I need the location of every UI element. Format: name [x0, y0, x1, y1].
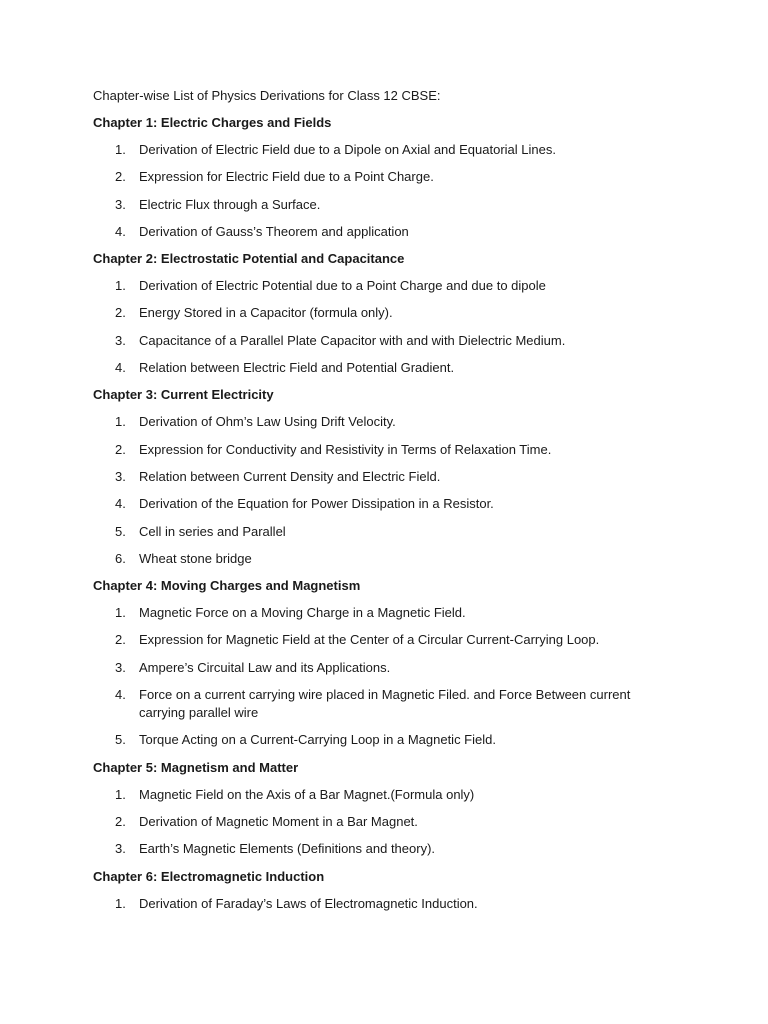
- list-item: [93, 895, 673, 913]
- list-number: 2.: [115, 169, 126, 185]
- list-item: [93, 168, 673, 186]
- derivation-list: [93, 786, 673, 859]
- list-item-text: Electric Flux through a Surface.: [139, 196, 321, 212]
- derivation-list: [93, 413, 673, 567]
- list-item-text: Magnetic Field on the Axis of a Bar Magnet.(Formula only): [139, 786, 475, 802]
- list-item-text: Derivation of Magnetic Moment in a Bar Magnet.: [139, 813, 418, 829]
- document-title: Chapter-wise List of Physics Derivations for Class 12 CBSE:: [93, 88, 441, 103]
- list-item-text: Derivation of Gauss’s Theorem and application: [139, 223, 409, 239]
- chapter-heading: Chapter 3: Current Electricity: [93, 387, 274, 403]
- list-number: 2.: [115, 632, 126, 648]
- derivation-list: [93, 277, 673, 377]
- chapter-section: [93, 759, 673, 859]
- list-item: [93, 468, 673, 486]
- list-item: [93, 304, 673, 322]
- list-item: [93, 277, 673, 295]
- list-item: [93, 604, 673, 622]
- list-item: [93, 141, 673, 159]
- list-item-text: Derivation of Ohm’s Law Using Drift Velocity.: [139, 414, 396, 430]
- document-page: [93, 87, 673, 922]
- list-item: [93, 813, 673, 831]
- list-item-text: Derivation of Electric Field due to a Dipole on Axial and Equatorial Lines.: [139, 142, 556, 157]
- list-item-text: Relation between Current Density and Electric Field.: [139, 468, 441, 484]
- chapter-section: [93, 577, 673, 749]
- list-item: [93, 495, 673, 513]
- list-item: [93, 631, 673, 649]
- list-item: [93, 731, 673, 749]
- list-item: [93, 840, 673, 858]
- chapter-heading: Chapter 5: Magnetism and Matter: [93, 759, 299, 775]
- list-item-text: Relation between Electric Field and Potential Gradient.: [139, 360, 455, 376]
- list-number: 5.: [115, 523, 126, 539]
- list-item: [93, 786, 673, 804]
- list-item-text: Derivation of the Equation for Power Dissipation in a Resistor.: [139, 496, 494, 512]
- list-item-text: Energy Stored in a Capacitor (formula only).: [139, 305, 393, 321]
- list-item: [93, 413, 673, 431]
- list-item-text: Torque Acting on a Current-Carrying Loop in a Magnetic Field.: [139, 732, 496, 748]
- list-number: 1.: [115, 605, 126, 621]
- derivation-list: [93, 895, 673, 913]
- list-item: [93, 659, 673, 677]
- list-item-text: Wheat stone bridge: [139, 550, 252, 566]
- chapter-section: [93, 250, 673, 377]
- list-number: 3.: [115, 468, 126, 484]
- list-item-text: Expression for Electric Field due to a Point Charge.: [139, 169, 434, 185]
- list-number: 3.: [115, 841, 126, 857]
- list-item: [93, 223, 673, 241]
- list-number: 1.: [115, 895, 126, 911]
- list-item-text: Derivation of Electric Potential due to a Point Charge and due to dipole: [139, 278, 546, 294]
- list-item: [93, 332, 673, 350]
- list-number: 1.: [115, 414, 126, 430]
- list-number: 4.: [115, 223, 126, 239]
- list-number: 5.: [115, 732, 126, 748]
- list-item-text: Expression for Magnetic Field at the Center of a Circular Current-Carrying Loop.: [139, 632, 600, 648]
- list-number: 2.: [115, 441, 126, 457]
- list-item-text: Magnetic Force on a Moving Charge in a Magnetic Field.: [139, 605, 466, 621]
- chapter-heading: Chapter 4: Moving Charges and Magnetism: [93, 578, 361, 594]
- chapter-section: [93, 114, 673, 241]
- list-number: 3.: [115, 332, 126, 348]
- list-number: 3.: [115, 196, 126, 212]
- list-number: 1.: [115, 786, 126, 802]
- list-number: 4.: [115, 496, 126, 512]
- chapter-heading: Chapter 2: Electrostatic Potential and Capacitance: [93, 251, 405, 267]
- list-item-text: Derivation of Faraday’s Laws of Electromagnetic Induction.: [139, 895, 478, 911]
- list-item-text: Expression for Conductivity and Resistivity in Terms of Relaxation Time.: [139, 441, 552, 457]
- list-number: 3.: [115, 659, 126, 675]
- list-item-text: Ampere’s Circuital Law and its Applications.: [139, 659, 391, 675]
- list-number: 2.: [115, 305, 126, 321]
- chapter-section: [93, 868, 673, 913]
- derivation-list: [93, 604, 673, 749]
- list-item: [93, 196, 673, 214]
- list-number: 4.: [115, 360, 126, 376]
- list-item-text: Force on a current carrying wire placed in Magnetic Filed. and Force Between current carrying parallel wire: [139, 687, 631, 721]
- chapter-heading: Chapter 1: Electric Charges and Fields: [93, 115, 332, 130]
- list-number: 2.: [115, 813, 126, 829]
- list-number: 1.: [115, 278, 126, 294]
- list-item-text: Capacitance of a Parallel Plate Capacitor with and with Dielectric Medium.: [139, 332, 566, 348]
- list-item: [93, 359, 673, 377]
- list-item: [93, 550, 673, 568]
- chapter-section: [93, 386, 673, 567]
- list-item-text: Earth’s Magnetic Elements (Definitions and theory).: [139, 841, 436, 857]
- list-number: 6.: [115, 550, 126, 566]
- list-number: 1.: [115, 142, 126, 157]
- derivation-list: [93, 141, 673, 241]
- list-item: [93, 523, 673, 541]
- list-number: 4.: [115, 687, 126, 703]
- list-item: [93, 686, 673, 722]
- list-item-text: Cell in series and Parallel: [139, 523, 286, 539]
- chapter-heading: Chapter 6: Electromagnetic Induction: [93, 868, 325, 884]
- list-item: [93, 441, 673, 459]
